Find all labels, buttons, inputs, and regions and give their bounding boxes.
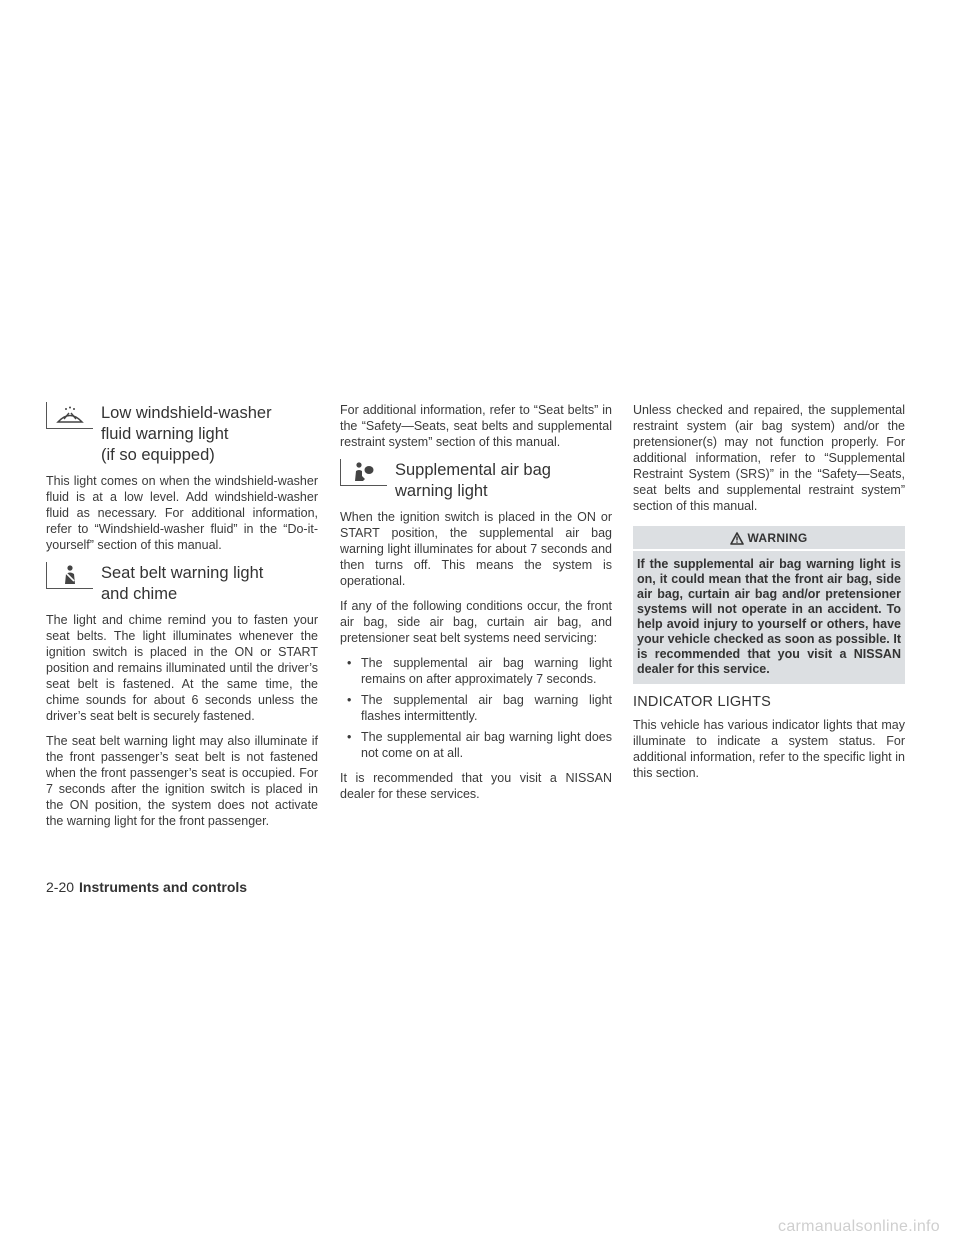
washer-paragraph: This light comes on when the windshield-washer fluid is at a low level. Add windshield-washer fluid as necessary. For additional information, refer to “Windshield-washer fluid” in the “Do-it-yourself” section of this manual.: [46, 474, 318, 552]
srs-reference: Unless checked and repaired, the supplemental restraint system (air bag system) and/or the pretensioner(s) may not function properly. For additional information, refer to “Supplemental Restraint System (SRS)” in the “Safety—Seats, seat belts and supplemental restraint system” section of this manual.: [633, 403, 905, 513]
column-1: [46, 402, 318, 838]
indicator-lights-heading: INDICATOR LIGHTS: [633, 694, 772, 710]
seatbelt-reference: For additional information, refer to “Seat belts” in the “Safety—Seats, seat belts and supplemental restraint system” section of this manual.: [340, 403, 612, 449]
seatbelt-heading: [46, 562, 318, 605]
airbag-conditions-list: [340, 655, 612, 761]
section-title: Instruments and controls: [79, 879, 248, 895]
page-footer: [46, 879, 247, 895]
air-bag-icon: [340, 459, 387, 486]
list-item: • The supplemental air bag warning light does not come on at all.: [340, 729, 612, 761]
washer-title: Low windshield-washer fluid warning light (if so equipped): [101, 404, 272, 464]
indicator-lights-paragraph: This vehicle has various indicator lights that may illuminate to indicate a system status. For additional information, refer to the specific light in this section.: [633, 718, 905, 780]
airbag-heading: [340, 459, 612, 502]
seat-belt-icon: [46, 562, 93, 589]
windshield-washer-icon: [46, 402, 93, 429]
page-number: 2-20: [46, 879, 75, 895]
column-2: [340, 402, 612, 811]
column-3: [633, 402, 905, 790]
list-item: • The supplemental air bag warning light flashes intermittently.: [340, 692, 612, 724]
seatbelt-title: Seat belt warning light and chime: [101, 564, 264, 603]
warning-label: WARNING: [747, 531, 808, 545]
seatbelt-paragraph-1: The light and chime remind you to fasten your seat belts. The light illuminates whenever the ignition switch is placed in the ON or START position and remains illuminated until the driver’s seat belt is fastened. At the same time, the chime sounds for about 6 seconds unless the driver’s seat belt is securely fastened.: [46, 613, 318, 723]
airbag-closing: It is recommended that you visit a NISSAN dealer for these services.: [340, 771, 612, 801]
airbag-paragraph-2: If any of the following conditions occur, the front air bag, side air bag, curtain air bag, and pretensioner seat belt systems need servicing:: [340, 599, 612, 645]
warning-text: If the supplemental air bag warning light is on, it could mean that the front air bag, side air bag, curtain air bag and/or pretensioner systems will not operate in an accident. To help avoid injury to yourself or others, have your vehicle checked as soon as possible. It is recommended that you visit a NISSAN dealer for this service.: [637, 557, 901, 676]
warning-box: [633, 526, 905, 684]
list-item: • The supplemental air bag warning light remains on after approximately 7 seconds.: [340, 655, 612, 687]
warning-triangle-icon: [730, 532, 744, 545]
washer-heading: [46, 402, 318, 466]
seatbelt-paragraph-2: The seat belt warning light may also illuminate if the front passenger’s seat belt is not fastened when the front passenger’s seat is occupied. For 7 seconds after the ignition switch is placed in the ON position, the system does not activate the warning light for the front passenger.: [46, 734, 318, 828]
airbag-paragraph-1: When the ignition switch is placed in the ON or START position, the supplemental air bag warning light illuminates for about 7 seconds and then turns off. This means the system is operational.: [340, 510, 612, 588]
warning-header: [633, 526, 905, 551]
airbag-title: Supplemental air bag warning light: [395, 461, 551, 500]
watermark: carmanualsonline.info: [778, 1218, 940, 1235]
